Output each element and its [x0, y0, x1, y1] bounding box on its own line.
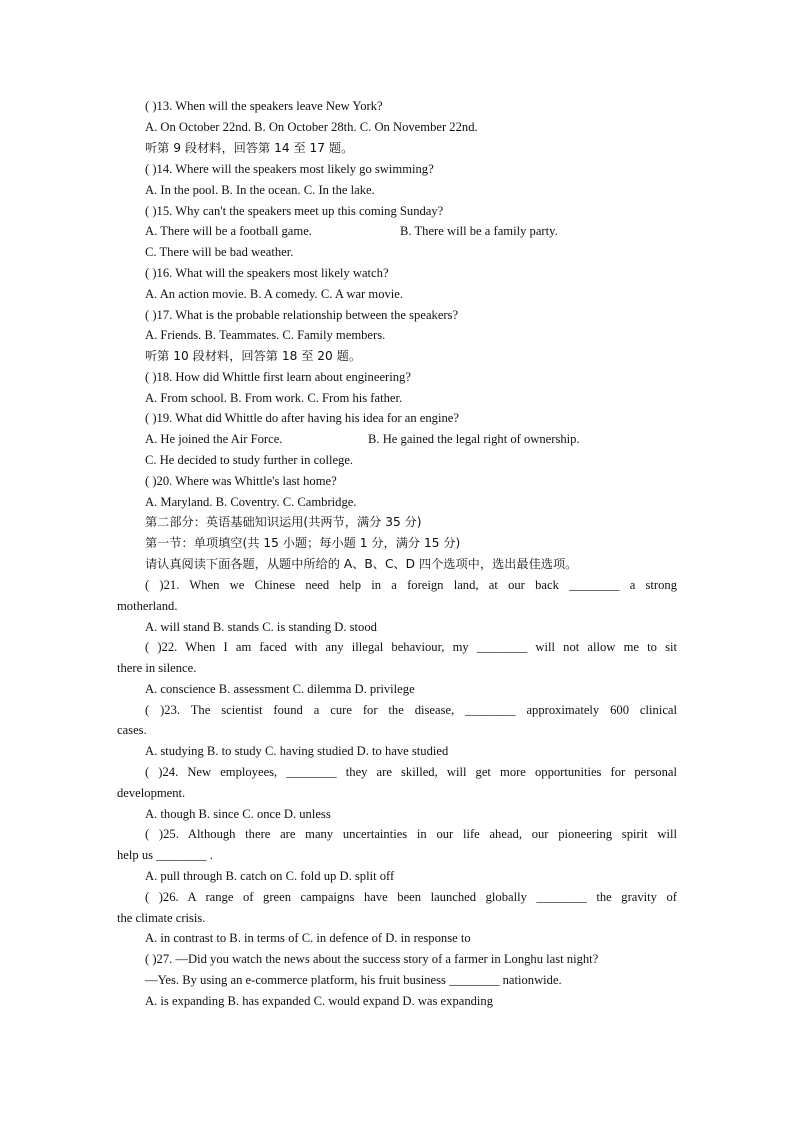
section-one-instructions: 请认真阅读下面各题，从题中所给的 A、B、C、D 四个选项中，选出最佳选项。 [145, 557, 578, 571]
options-19-a: A. He joined the Air Force. [145, 432, 283, 446]
question-23: ( )23. The scientist found a cure for the disease, ________ approximately 600 clinical [145, 703, 677, 717]
question-20: ( )20. Where was Whittle's last home? [145, 474, 337, 488]
options-13: A. On October 22nd. B. On October 28th. C. On November 22nd. [145, 120, 478, 134]
options-15-a: A. There will be a football game. [145, 224, 312, 238]
question-27-response: —Yes. By using an e-commerce platform, his fruit business ________ nationwide. [145, 973, 562, 987]
question-17: ( )17. What is the probable relationship between the speakers? [145, 308, 459, 322]
options-23: A. studying B. to study C. having studied D. to have studied [145, 744, 449, 758]
question-15: ( )15. Why can't the speakers meet up this coming Sunday? [145, 204, 444, 218]
question-16: ( )16. What will the speakers most likely watch? [145, 266, 389, 280]
question-25: ( )25. Although there are many uncertainties in our life ahead, our pioneering spirit will [145, 827, 677, 841]
question-13: ( )13. When will the speakers leave New York? [145, 99, 383, 113]
options-27: A. is expanding B. has expanded C. would expand D. was expanding [145, 994, 494, 1008]
options-26: A. in contrast to B. in terms of C. in defence of D. in response to [145, 931, 471, 945]
options-15-b: B. There will be a family party. [400, 224, 558, 238]
question-18: ( )18. How did Whittle first learn about engineering? [145, 370, 411, 384]
question-26: ( )26. A range of green campaigns have been launched globally ________ the gravity of [145, 890, 677, 904]
question-25-cont: help us ________ . [117, 848, 213, 862]
options-21: A. will stand B. stands C. is standing D. stood [145, 620, 377, 634]
question-14: ( )14. Where will the speakers most likely go swimming? [145, 162, 434, 176]
options-20: A. Maryland. B. Coventry. C. Cambridge. [145, 495, 357, 509]
question-21: ( )21. When we Chinese need help in a foreign land, at our back ________ a strong [145, 578, 677, 592]
part-two-heading: 第二部分：英语基础知识运用(共两节，满分 35 分) [145, 515, 422, 529]
question-24-cont: development. [117, 786, 186, 800]
section-one-heading: 第一节：单项填空(共 15 小题；每小题 1 分，满分 15 分) [145, 536, 461, 550]
question-22: ( )22. When I am faced with any illegal behaviour, my ________ will not allow me to sit [145, 640, 677, 654]
options-22: A. conscience B. assessment C. dilemma D. privilege [145, 682, 415, 696]
question-19: ( )19. What did Whittle do after having his idea for an engine? [145, 411, 459, 425]
options-14: A. In the pool. B. In the ocean. C. In the lake. [145, 183, 375, 197]
question-23-cont: cases. [117, 723, 147, 737]
section-instruction-9: 听第 9 段材料，回答第 14 至 17 题。 [145, 141, 354, 155]
options-25: A. pull through B. catch on C. fold up D. split off [145, 869, 395, 883]
options-15-c: C. There will be bad weather. [145, 245, 294, 259]
section-instruction-10: 听第 10 段材料，回答第 18 至 20 题。 [145, 349, 362, 363]
options-18: A. From school. B. From work. C. From his father. [145, 391, 403, 405]
question-21-cont: motherland. [117, 599, 178, 613]
question-24: ( )24. New employees, ________ they are skilled, will get more opportunities for personal [145, 765, 677, 779]
options-24: A. though B. since C. once D. unless [145, 807, 331, 821]
options-17: A. Friends. B. Teammates. C. Family members. [145, 328, 386, 342]
options-19-c: C. He decided to study further in college. [145, 453, 354, 467]
options-19-b: B. He gained the legal right of ownership. [368, 432, 580, 446]
options-16: A. An action movie. B. A comedy. C. A war movie. [145, 287, 404, 301]
question-26-cont: the climate crisis. [117, 911, 206, 925]
question-22-cont: there in silence. [117, 661, 197, 675]
question-27: ( )27. —Did you watch the news about the success story of a farmer in Longhu last night? [145, 952, 599, 966]
